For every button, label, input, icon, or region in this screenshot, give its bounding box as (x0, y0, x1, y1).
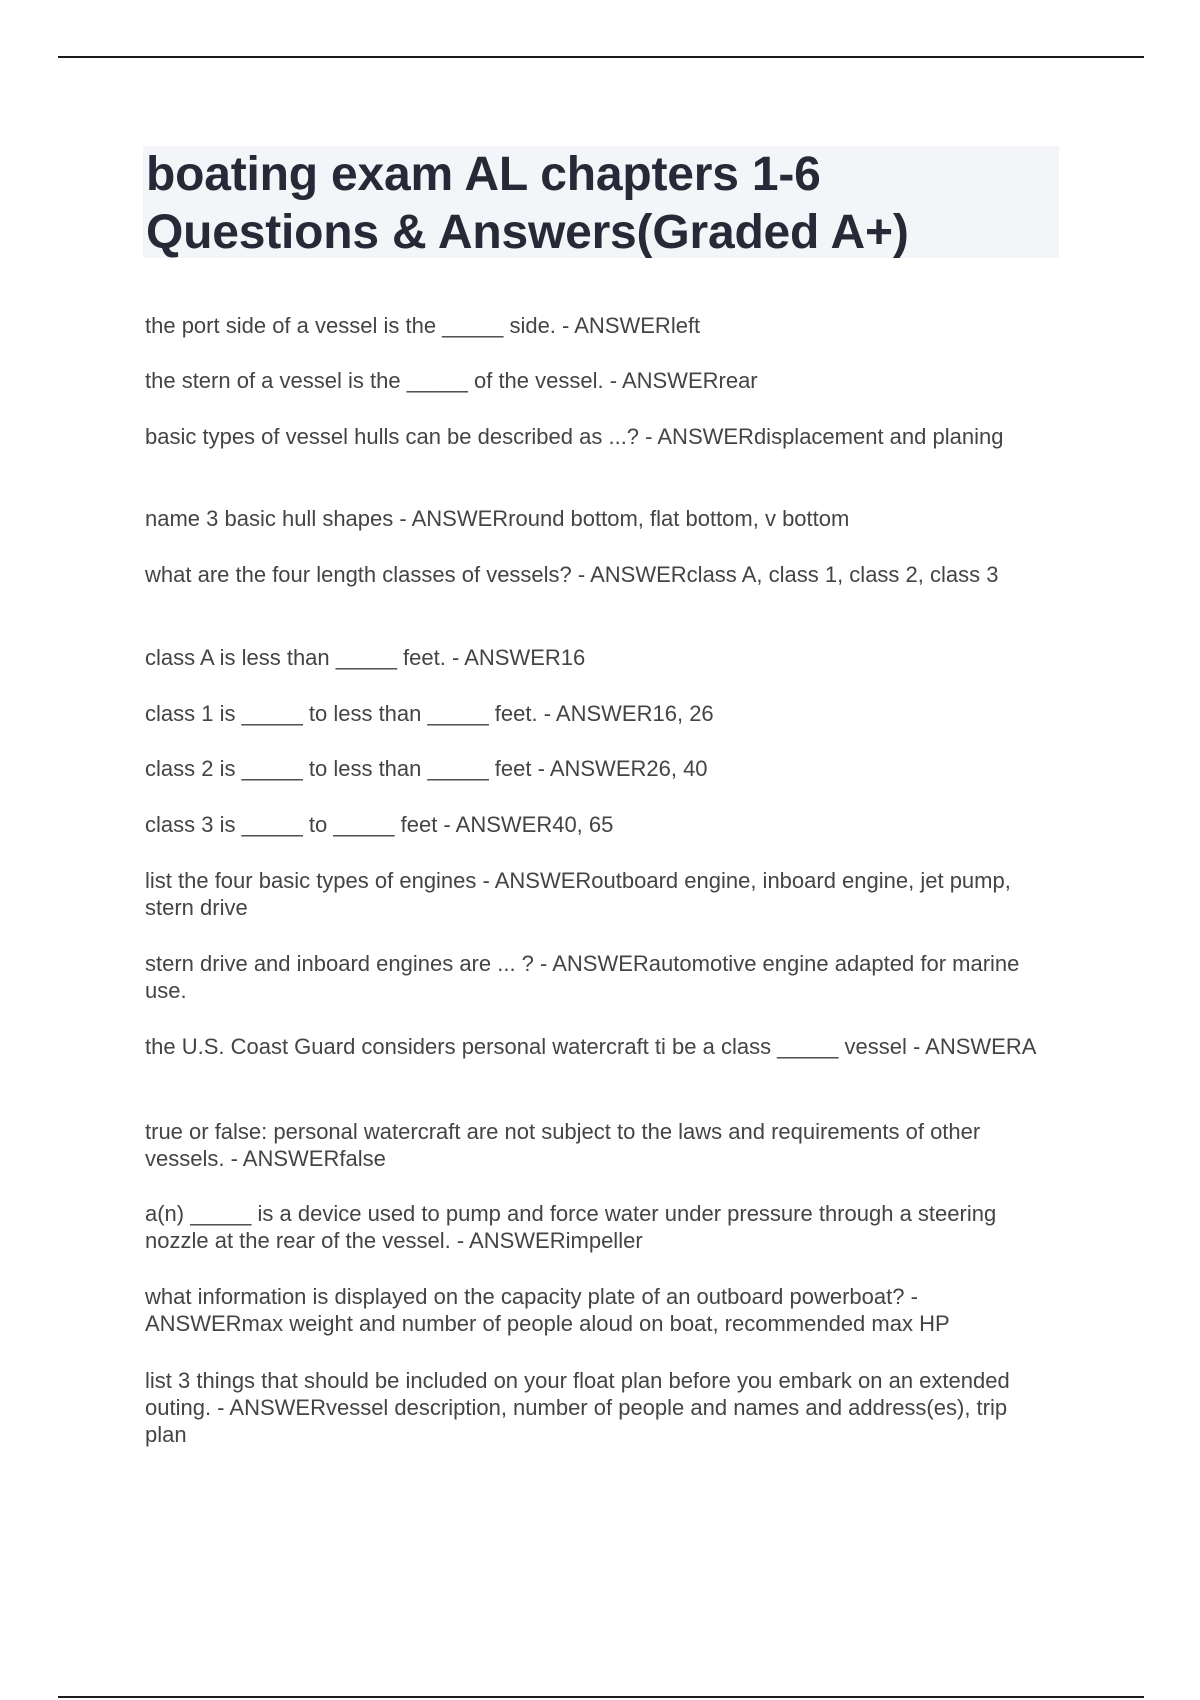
qa-item: name 3 basic hull shapes - ANSWERround bottom, flat bottom, v bottom (145, 506, 850, 531)
page-title-line-1: boating exam AL chapters 1-6 (146, 148, 821, 201)
qa-item: the U.S. Coast Guard considers personal watercraft ti be a class _____ vessel - ANSWERA (145, 1034, 1037, 1059)
qa-item: the port side of a vessel is the _____ side. - ANSWERleft (145, 313, 701, 338)
qa-item: stern drive and inboard engines are ... ? - ANSWERautomotive engine adapted for marine use. (145, 951, 1020, 1003)
title-block (143, 146, 1059, 258)
qa-item: class 2 is _____ to less than _____ feet - ANSWER26, 40 (145, 756, 708, 781)
qa-item: what are the four length classes of vessels? - ANSWERclass A, class 1, class 2, class 3 (145, 562, 999, 587)
footer-rule (58, 1696, 1144, 1698)
qa-item: basic types of vessel hulls can be described as ...? - ANSWERdisplacement and planing (145, 424, 1004, 449)
page-title (143, 146, 1059, 262)
qa-item: class 1 is _____ to less than _____ feet. - ANSWER16, 26 (145, 701, 714, 726)
header-rule (58, 56, 1144, 58)
qa-item: true or false: personal watercraft are not subject to the laws and requirements of other vessels. - ANSWERfalse (145, 1119, 981, 1171)
qa-item: list 3 things that should be included on your float plan before you embark on an extended outing. - ANSWERvessel description, number of people and names and address(es), trip plan (145, 1368, 1010, 1447)
qa-item: a(n) _____ is a device used to pump and force water under pressure through a steering nozzle at the rear of the vessel. - ANSWERimpeller (145, 1201, 997, 1253)
qa-item: class A is less than _____ feet. - ANSWER16 (145, 645, 586, 670)
qa-item: class 3 is _____ to _____ feet - ANSWER40, 65 (145, 812, 614, 837)
page-title-line-2: Questions & Answers(Graded A+) (146, 206, 909, 259)
qa-item: list the four basic types of engines - ANSWERoutboard engine, inboard engine, jet pump, stern drive (145, 868, 1011, 920)
qa-item: what information is displayed on the capacity plate of an outboard powerboat? - ANSWERmax weight and number of people aloud on boat, recommended max HP (145, 1284, 950, 1336)
qa-item: the stern of a vessel is the _____ of the vessel. - ANSWERrear (145, 368, 758, 393)
